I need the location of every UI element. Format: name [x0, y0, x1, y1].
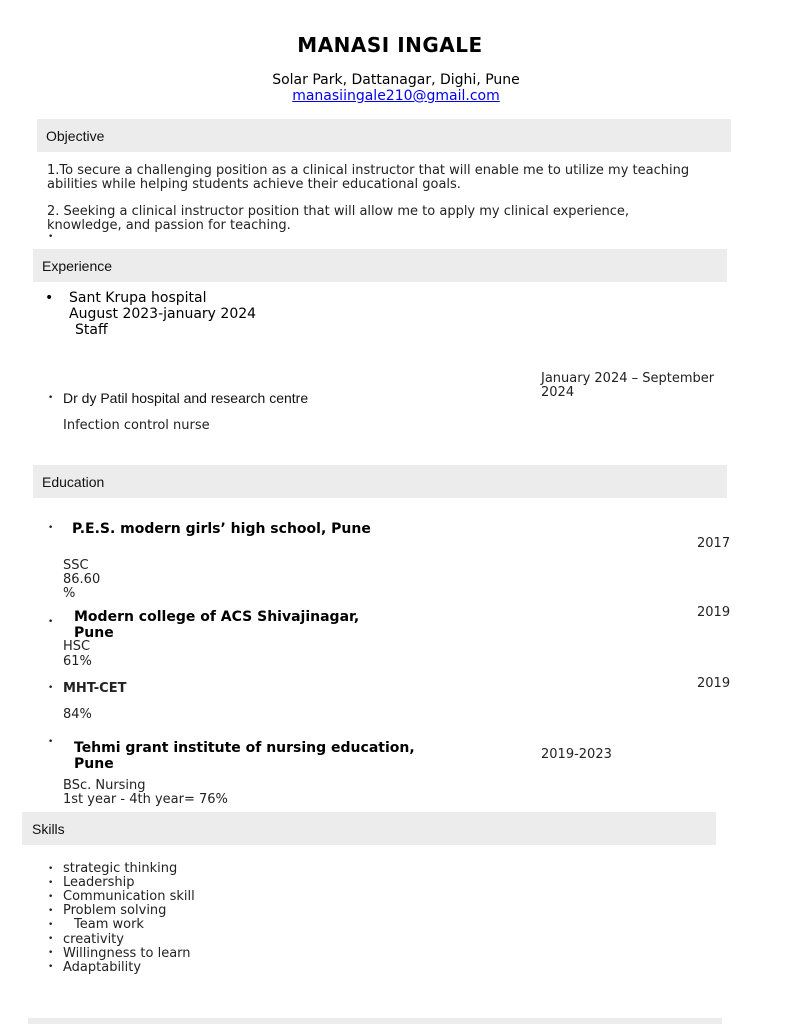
skill-item: Willingness to learn: [63, 946, 191, 961]
skill-bullet: •: [48, 906, 54, 916]
objective-text: [47, 164, 737, 192]
experience-bullet: •: [45, 290, 54, 306]
objective-p1-line2: abilities while helping students achieve their educational goals.: [47, 177, 461, 192]
skill-bullet: •: [48, 864, 54, 874]
skill-item: Communication skill: [63, 889, 195, 904]
school-name-line: Modern college of ACS Shivajinagar,: [74, 609, 360, 625]
skill-item: Team work: [74, 917, 144, 932]
education-year-2: 2019: [697, 605, 731, 620]
school-name-4: [74, 740, 434, 772]
skill-item: Leadership: [63, 875, 135, 890]
skills-section-header: [22, 812, 716, 845]
education-bullet-4: •: [48, 737, 54, 747]
role-fragment: Staff: [75, 322, 108, 338]
detail-line: %: [63, 586, 76, 601]
exam-name-3: MHT-CET: [63, 681, 127, 696]
education-heading: Education: [42, 473, 105, 490]
skill-bullet: •: [48, 920, 54, 930]
education-detail-3: 84%: [63, 707, 92, 722]
employment-dates-line2: 2024: [541, 385, 575, 400]
school-name-line: Tehmi grant institute of nursing education,: [74, 740, 415, 756]
skill-bullet: •: [48, 892, 54, 902]
detail-line: 1st year - 4th year= 76%: [63, 792, 228, 807]
address: Solar Park, Dattanagar, Dighi, Pune: [272, 72, 520, 88]
education-bullet-3: •: [48, 683, 54, 693]
school-name-1: P.E.S. modern girls’ high school, Pune: [72, 521, 371, 537]
objective-empty-bullet: •: [48, 232, 54, 242]
detail-line: SSC: [63, 558, 89, 573]
skill-item: strategic thinking: [63, 861, 178, 876]
objective-section-header: [37, 119, 731, 152]
objective-heading: Objective: [46, 127, 105, 144]
education-detail-4: [63, 779, 228, 807]
email-line: [0, 88, 792, 104]
school-name-line: Pune: [74, 625, 114, 641]
email-link[interactable]: manasiingale210@gmail.com: [292, 88, 500, 104]
skill-item: Adaptability: [63, 960, 142, 975]
education-detail-2: [63, 639, 92, 669]
skill-item: Problem solving: [63, 903, 167, 918]
detail-line: HSC: [63, 639, 91, 654]
objective-p2-line2: knowledge, and passion for teaching.: [47, 218, 291, 233]
next-section-header: [28, 1018, 722, 1024]
detail-line: 86.60: [63, 572, 101, 587]
objective-p1-line1: 1.To secure a challenging position as a clinical instructor that will enable me to utilize my teaching: [47, 163, 690, 178]
school-name-2: [74, 609, 414, 641]
education-year-3: 2019: [697, 676, 731, 691]
skill-bullet: •: [48, 962, 54, 972]
role-title-2: Infection control nurse: [63, 418, 210, 433]
education-section-header: [33, 465, 727, 498]
employment-dates: August 2023-january 2024: [69, 306, 257, 322]
detail-line: BSc. Nursing: [63, 778, 146, 793]
experience-heading: Experience: [42, 257, 113, 274]
employer-name-2: Dr dy Patil hospital and research centre: [63, 390, 309, 406]
education-bullet-2: •: [48, 617, 54, 627]
skill-item: creativity: [63, 932, 124, 947]
detail-line: 61%: [63, 654, 92, 669]
employment-dates-line1: January 2024 – September: [541, 371, 715, 386]
objective-text-2: [47, 205, 737, 233]
education-year-4: 2019-2023: [541, 747, 612, 762]
objective-p2-line1: 2. Seeking a clinical instructor position that will allow me to apply my clinical experience,: [47, 204, 630, 219]
experience-entry-1: [69, 290, 469, 338]
employer-name: Sant Krupa hospital: [69, 290, 207, 306]
skill-bullet: •: [48, 878, 54, 888]
experience-section-header: [33, 249, 727, 282]
skill-bullet: •: [48, 934, 54, 944]
skills-heading: Skills: [32, 820, 65, 837]
education-year-1: 2017: [697, 536, 731, 551]
skill-bullet: •: [48, 948, 54, 958]
employment-dates-2: [541, 372, 741, 400]
school-name-line: Pune: [74, 756, 114, 772]
education-detail-1: [63, 559, 100, 601]
education-bullet-1: •: [48, 523, 54, 533]
candidate-name: MANASI INGALE: [297, 33, 483, 57]
experience-bullet-2: •: [48, 393, 54, 403]
